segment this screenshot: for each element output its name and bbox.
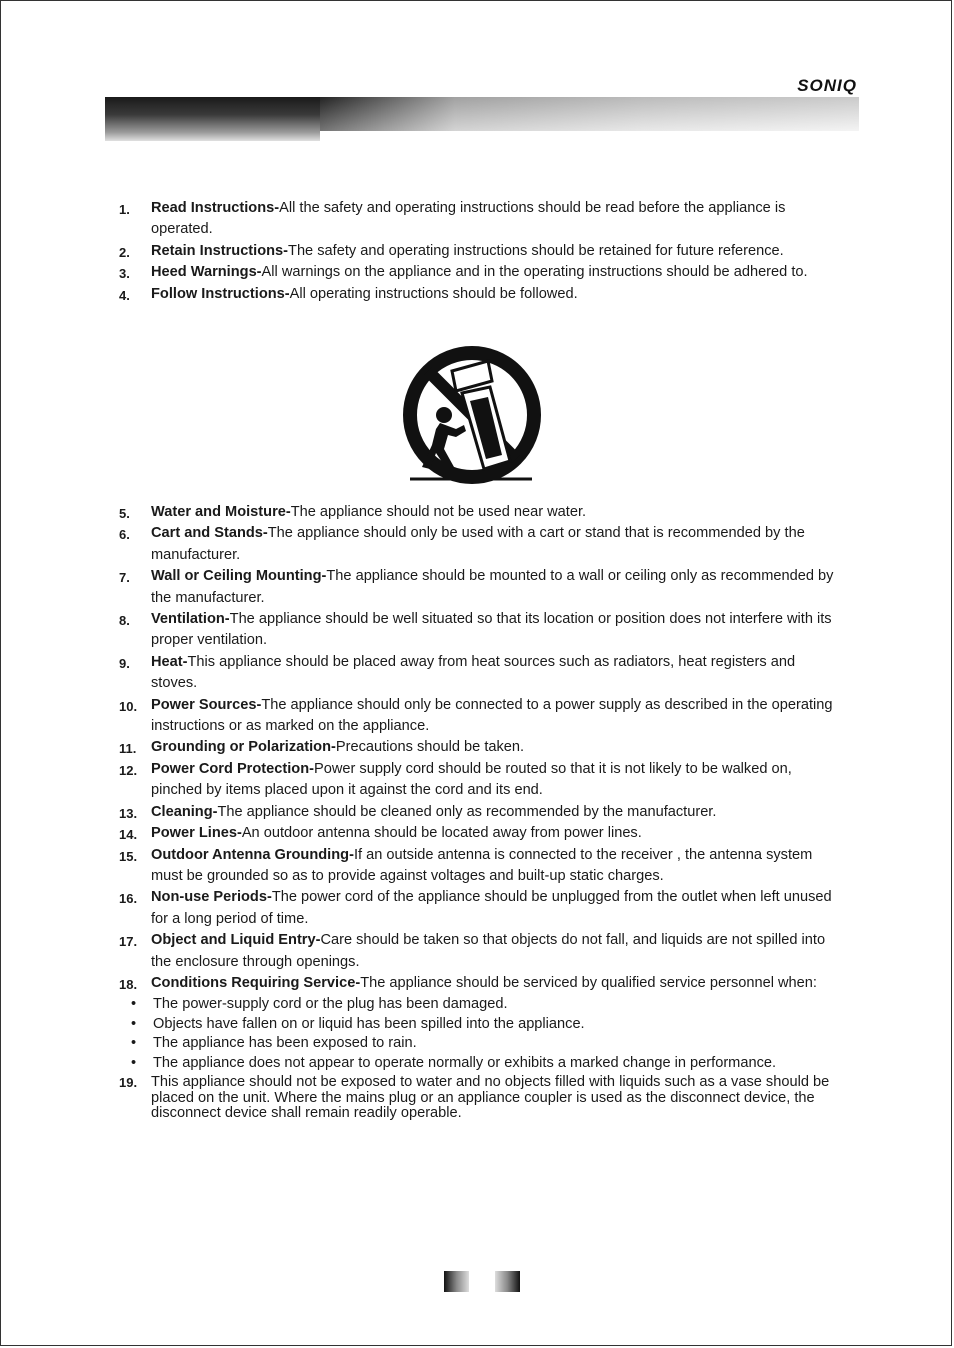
brand-logo: SONIQ <box>797 76 857 95</box>
item-title: Conditions Requiring Service- <box>151 974 361 991</box>
list-item <box>119 802 839 823</box>
bullet-text: The power-supply cord or the plug has been damaged. <box>153 996 508 1013</box>
service-conditions-list <box>119 995 839 1073</box>
item-text: The appliance should be well situated so that its location or position does not interfere with its proper ventilation. <box>151 611 832 649</box>
bullet-icon: • <box>131 996 137 1013</box>
item-text: The safety and operating instructions should be retained for future reference. <box>288 242 784 259</box>
bullet-text: The appliance does not appear to operate normally or exhibits a marked change in performance. <box>153 1054 777 1071</box>
item-number: 10. <box>119 698 138 714</box>
list-item <box>119 652 839 695</box>
list-item <box>119 609 839 652</box>
item-title: Object and Liquid Entry- <box>151 932 321 949</box>
item-number: 2. <box>119 244 130 260</box>
item-number: 6. <box>119 527 130 543</box>
item-title: Power Lines- <box>151 825 242 842</box>
item-number: 13. <box>119 805 138 821</box>
list-item <box>119 241 839 262</box>
item-number: 4. <box>119 287 130 303</box>
item-number: 17. <box>119 934 138 950</box>
item-text: Care should be taken so that objects do not fall, and liquids are not spilled into the enclosure through openings. <box>151 932 826 970</box>
list-item <box>119 973 839 994</box>
item-title: Power Cord Protection- <box>151 760 314 777</box>
no-cart-tipping-warning-icon <box>400 345 544 487</box>
item-text: This appliance should not be exposed to water and no objects filled with liquids such as a vase should be placed on the unit. Where the mains plug or an appliance coupler is used as the disconnect device, the disconnect device shall remain readily operable. <box>151 1073 830 1122</box>
list-item <box>119 930 839 973</box>
list-item <box>119 695 839 738</box>
item-title: Grounding or Polarization- <box>151 739 336 756</box>
bullet-icon: • <box>131 1015 137 1032</box>
section-header-band <box>105 97 859 131</box>
item-title: Ventilation- <box>151 611 230 628</box>
item-number: 5. <box>119 506 130 521</box>
list-item <box>119 995 839 1014</box>
header-band-light <box>320 97 859 131</box>
list-item <box>119 1054 839 1073</box>
item-text: The appliance should be serviced by qualified service personnel when: <box>360 974 817 991</box>
item-title: Non-use Periods- <box>151 889 272 906</box>
bullet-icon: • <box>131 1035 137 1052</box>
bullet-icon: • <box>131 1054 137 1071</box>
item-text: An outdoor antenna should be located away from power lines. <box>241 825 642 842</box>
header-band-dark <box>105 97 320 141</box>
item-number: 19. <box>119 1074 138 1090</box>
item-text: All warnings on the appliance and in the operating instructions should be adhered to. <box>261 264 808 281</box>
item-number: 9. <box>119 655 130 671</box>
item-title: Wall or Ceiling Mounting- <box>151 568 327 585</box>
intro-instructions-list <box>119 198 839 305</box>
list-item <box>119 1075 839 1122</box>
list-item <box>119 759 839 802</box>
list-item <box>119 284 839 305</box>
item-text: The power cord of the appliance should be unplugged from the outlet when left unused for a long period of time. <box>151 889 832 927</box>
footer-page-mark-right <box>495 1271 520 1292</box>
list-item <box>119 887 839 930</box>
item-text: If an outside antenna is connected to the receiver , the antenna system must be grounded so as to provide against voltages and built-up static charges. <box>151 846 813 884</box>
item-text: The appliance should only be connected to a power supply as described in the operating instructions or as marked on the appliance. <box>151 696 833 735</box>
item-title: Power Sources- <box>151 696 262 713</box>
item-title: Heed Warnings- <box>151 264 262 281</box>
list-item <box>119 823 839 844</box>
item-number: 7. <box>119 570 130 586</box>
item-number: 16. <box>119 891 138 907</box>
list-item <box>119 523 839 566</box>
list-item <box>119 198 839 241</box>
item-number: 8. <box>119 613 130 629</box>
item-number: 11. <box>119 741 137 757</box>
list-item <box>119 845 839 888</box>
item-title: Read Instructions- <box>151 200 280 216</box>
footer-page-mark-left <box>444 1271 469 1292</box>
list-item <box>119 737 839 758</box>
item-text: The appliance should only be used with a cart or stand that is recommended by the manufacturer. <box>151 525 805 563</box>
item-title: Water and Moisture- <box>151 504 291 520</box>
bullet-text: The appliance has been exposed to rain. <box>153 1035 417 1052</box>
item-text: The appliance should be cleaned only as recommended by the manufacturer. <box>217 803 717 820</box>
list-item <box>119 1015 839 1034</box>
list-item <box>119 1034 839 1053</box>
item-number: 12. <box>119 762 138 778</box>
item-number: 14. <box>119 827 138 843</box>
item-text: The appliance should be mounted to a wall or ceiling only as recommended by the manufacturer. <box>151 568 834 606</box>
item-text: Precautions should be taken. <box>335 739 525 756</box>
list-item <box>119 566 839 609</box>
item-title: Heat- <box>151 653 188 670</box>
item-number: 3. <box>119 266 130 282</box>
item-title: Outdoor Antenna Grounding- <box>151 846 354 863</box>
list-item <box>119 262 839 283</box>
item-number: 18. <box>119 976 138 992</box>
item-text: All operating instructions should be followed. <box>289 285 578 302</box>
item-text: Power supply cord should be routed so that it is not likely to be walked on, pinched by items placed upon it against the cord and its end. <box>151 760 792 799</box>
item-number: 15. <box>119 848 138 864</box>
item-title: Cleaning- <box>151 803 218 820</box>
item-text: This appliance should be placed away from heat sources such as radiators, heat registers and stoves. <box>151 653 796 692</box>
safety-instructions-list <box>119 502 839 1122</box>
list-item <box>119 502 839 523</box>
item-title: Retain Instructions- <box>151 242 289 259</box>
item-title: Follow Instructions- <box>151 285 290 302</box>
item-title: Cart and Stands- <box>151 525 268 542</box>
item-text: All the safety and operating instructions should be read before the appliance is operated. <box>151 200 786 238</box>
item-number: 1. <box>119 202 130 217</box>
item-text: The appliance should not be used near water. <box>290 504 587 520</box>
bullet-text: Objects have fallen on or liquid has been spilled into the appliance. <box>153 1015 585 1032</box>
